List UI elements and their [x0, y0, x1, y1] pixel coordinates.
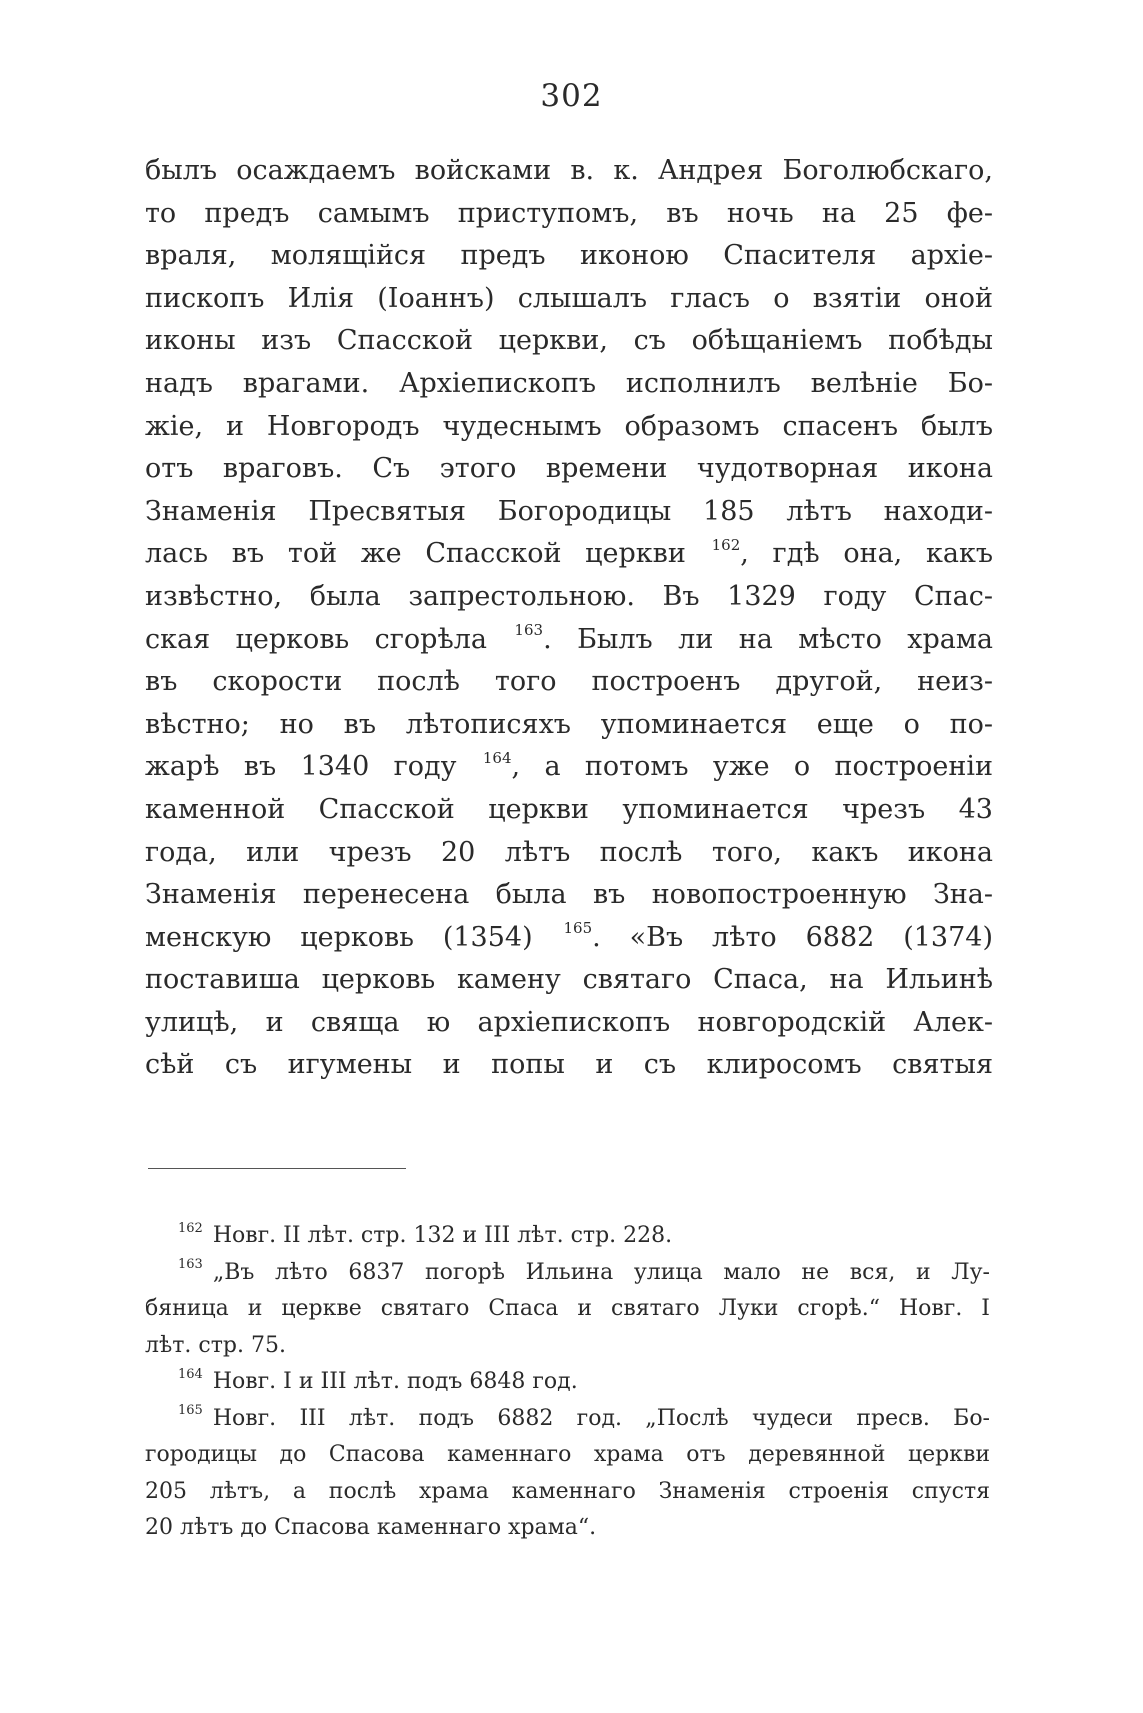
footnote-number: 164 — [178, 1366, 203, 1382]
text-span: жарѣ въ 1340 году — [145, 751, 481, 783]
text-span: лась въ той же Спасской церкви — [145, 538, 710, 570]
text-span: Знаменія перенесена была въ новопостроенную Зна- — [145, 879, 993, 911]
text-span: въ скорости послѣ того построенъ другой, неиз- — [145, 666, 993, 698]
text-line — [145, 1002, 993, 1045]
text-line — [145, 363, 993, 406]
text-span: пископъ Илія (Іоаннъ) слышалъ гласъ о взятіи оной — [145, 282, 993, 314]
text-span: извѣстно, была запрестольною. Въ 1329 году Спас- — [145, 580, 993, 612]
text-span: , а потомъ уже о построеніи — [511, 751, 993, 783]
footnote-line — [145, 1291, 990, 1328]
footnote-line — [145, 1255, 990, 1292]
text-span: менскую церковь (1354) — [145, 921, 562, 953]
text-span: отъ враговъ. Съ этого времени чудотворная икона — [145, 453, 993, 485]
text-span: ская церковь сгорѣла — [145, 623, 513, 655]
footnote-text: бяница и церкве святаго Спаса и святаго Луки сгорѣ.“ Новг. I — [145, 1296, 990, 1321]
footnotes — [145, 1218, 990, 1547]
text-line — [145, 150, 993, 193]
text-line — [145, 917, 993, 960]
footnote-text: „Въ лѣто 6837 погорѣ Ильина улица мало не вся, и Лу- — [212, 1259, 990, 1285]
footnote-line — [145, 1218, 990, 1255]
footnote-number: 162 — [178, 1220, 203, 1236]
text-line — [145, 576, 993, 619]
text-line — [145, 1044, 993, 1087]
text-line — [145, 661, 993, 704]
footnote-163 — [145, 1255, 990, 1365]
text-line — [145, 406, 993, 449]
footnote-text: Новг. II лѣт. стр. 132 и III лѣт. стр. 228. — [212, 1223, 673, 1248]
text-line — [145, 619, 993, 662]
text-span: . «Въ лѣто 6882 (1374) — [592, 921, 993, 953]
footnote-164 — [145, 1364, 990, 1401]
footnote-reference: 164 — [482, 748, 512, 767]
footnote-line — [145, 1401, 990, 1438]
footnote-line — [145, 1510, 990, 1547]
footnote-line — [145, 1364, 990, 1401]
text-span: поставиша церковь камену святаго Спаса, на Ильинѣ — [145, 964, 993, 996]
text-span: Знаменія Пресвятыя Богородицы 185 лѣтъ находи- — [145, 495, 993, 527]
text-span: улицѣ, и свяща ю архіепископъ новгородскій Алек- — [145, 1006, 993, 1038]
text-span: . Былъ ли на мѣсто храма — [543, 623, 994, 655]
text-line — [145, 278, 993, 321]
page-number: 302 — [540, 78, 603, 114]
text-line — [145, 746, 993, 789]
text-span: то предъ самымъ приступомъ, въ ночь на 25 фе- — [145, 197, 993, 229]
footnote-text: 20 лѣтъ до Спасова каменнаго храма“. — [145, 1515, 597, 1540]
footnote-line — [145, 1328, 990, 1365]
footnote-text: Новг. III лѣт. подъ 6882 год. „Послѣ чудеси пресв. Бо- — [212, 1405, 990, 1431]
footnote-line — [145, 1474, 990, 1511]
footnote-text: 205 лѣтъ, а послѣ храма каменнаго Знаменія строенія спустя — [145, 1478, 990, 1504]
footnote-reference: 165 — [563, 918, 593, 937]
footnote-text: городицы до Спасова каменнаго храма отъ деревянной церкви — [145, 1442, 990, 1467]
footnote-number: 165 — [178, 1403, 203, 1419]
footnote-reference: 162 — [711, 535, 741, 554]
text-span: каменной Спасской церкви упоминается чрезъ 43 — [145, 793, 993, 825]
text-line — [145, 704, 993, 747]
text-line — [145, 533, 993, 576]
main-text — [145, 150, 993, 1087]
text-span: враля, молящійся предъ иконою Спасителя архіе- — [145, 240, 993, 272]
text-span: года, или чрезъ 20 лѣтъ послѣ того, какъ икона — [145, 836, 993, 868]
footnote-line — [145, 1437, 990, 1474]
text-span: жіе, и Новгородъ чудеснымъ образомъ спасенъ былъ — [145, 410, 993, 442]
text-span: надъ врагами. Архіепископъ исполнилъ велѣніе Бо- — [145, 367, 993, 399]
text-line — [145, 235, 993, 278]
text-line — [145, 491, 993, 534]
footnote-165 — [145, 1401, 990, 1547]
footnote-162 — [145, 1218, 990, 1255]
text-span: иконы изъ Спасской церкви, съ обѣщаніемъ побѣды — [145, 325, 993, 357]
text-line — [145, 789, 993, 832]
text-line — [145, 832, 993, 875]
text-span: вѣстно; но въ лѣтописяхъ упоминается еще о по- — [145, 708, 993, 740]
footnote-text: лѣт. стр. 75. — [145, 1332, 286, 1358]
text-line — [145, 874, 993, 917]
footnote-number: 163 — [178, 1257, 203, 1273]
text-line — [145, 320, 993, 363]
text-line — [145, 448, 993, 491]
text-span: сѣй съ игумены и попы и съ клиросомъ святыя — [145, 1049, 993, 1081]
text-line — [145, 959, 993, 1002]
text-line — [145, 193, 993, 236]
footnote-text: Новг. I и III лѣт. подъ 6848 год. — [212, 1369, 578, 1394]
footnote-reference: 163 — [514, 620, 544, 639]
text-span: былъ осаждаемъ войсками в. к. Андрея Боголюбскаго, — [145, 155, 993, 186]
text-span: , гдѣ она, какъ — [740, 538, 994, 570]
footnote-separator-rule — [148, 1168, 406, 1169]
